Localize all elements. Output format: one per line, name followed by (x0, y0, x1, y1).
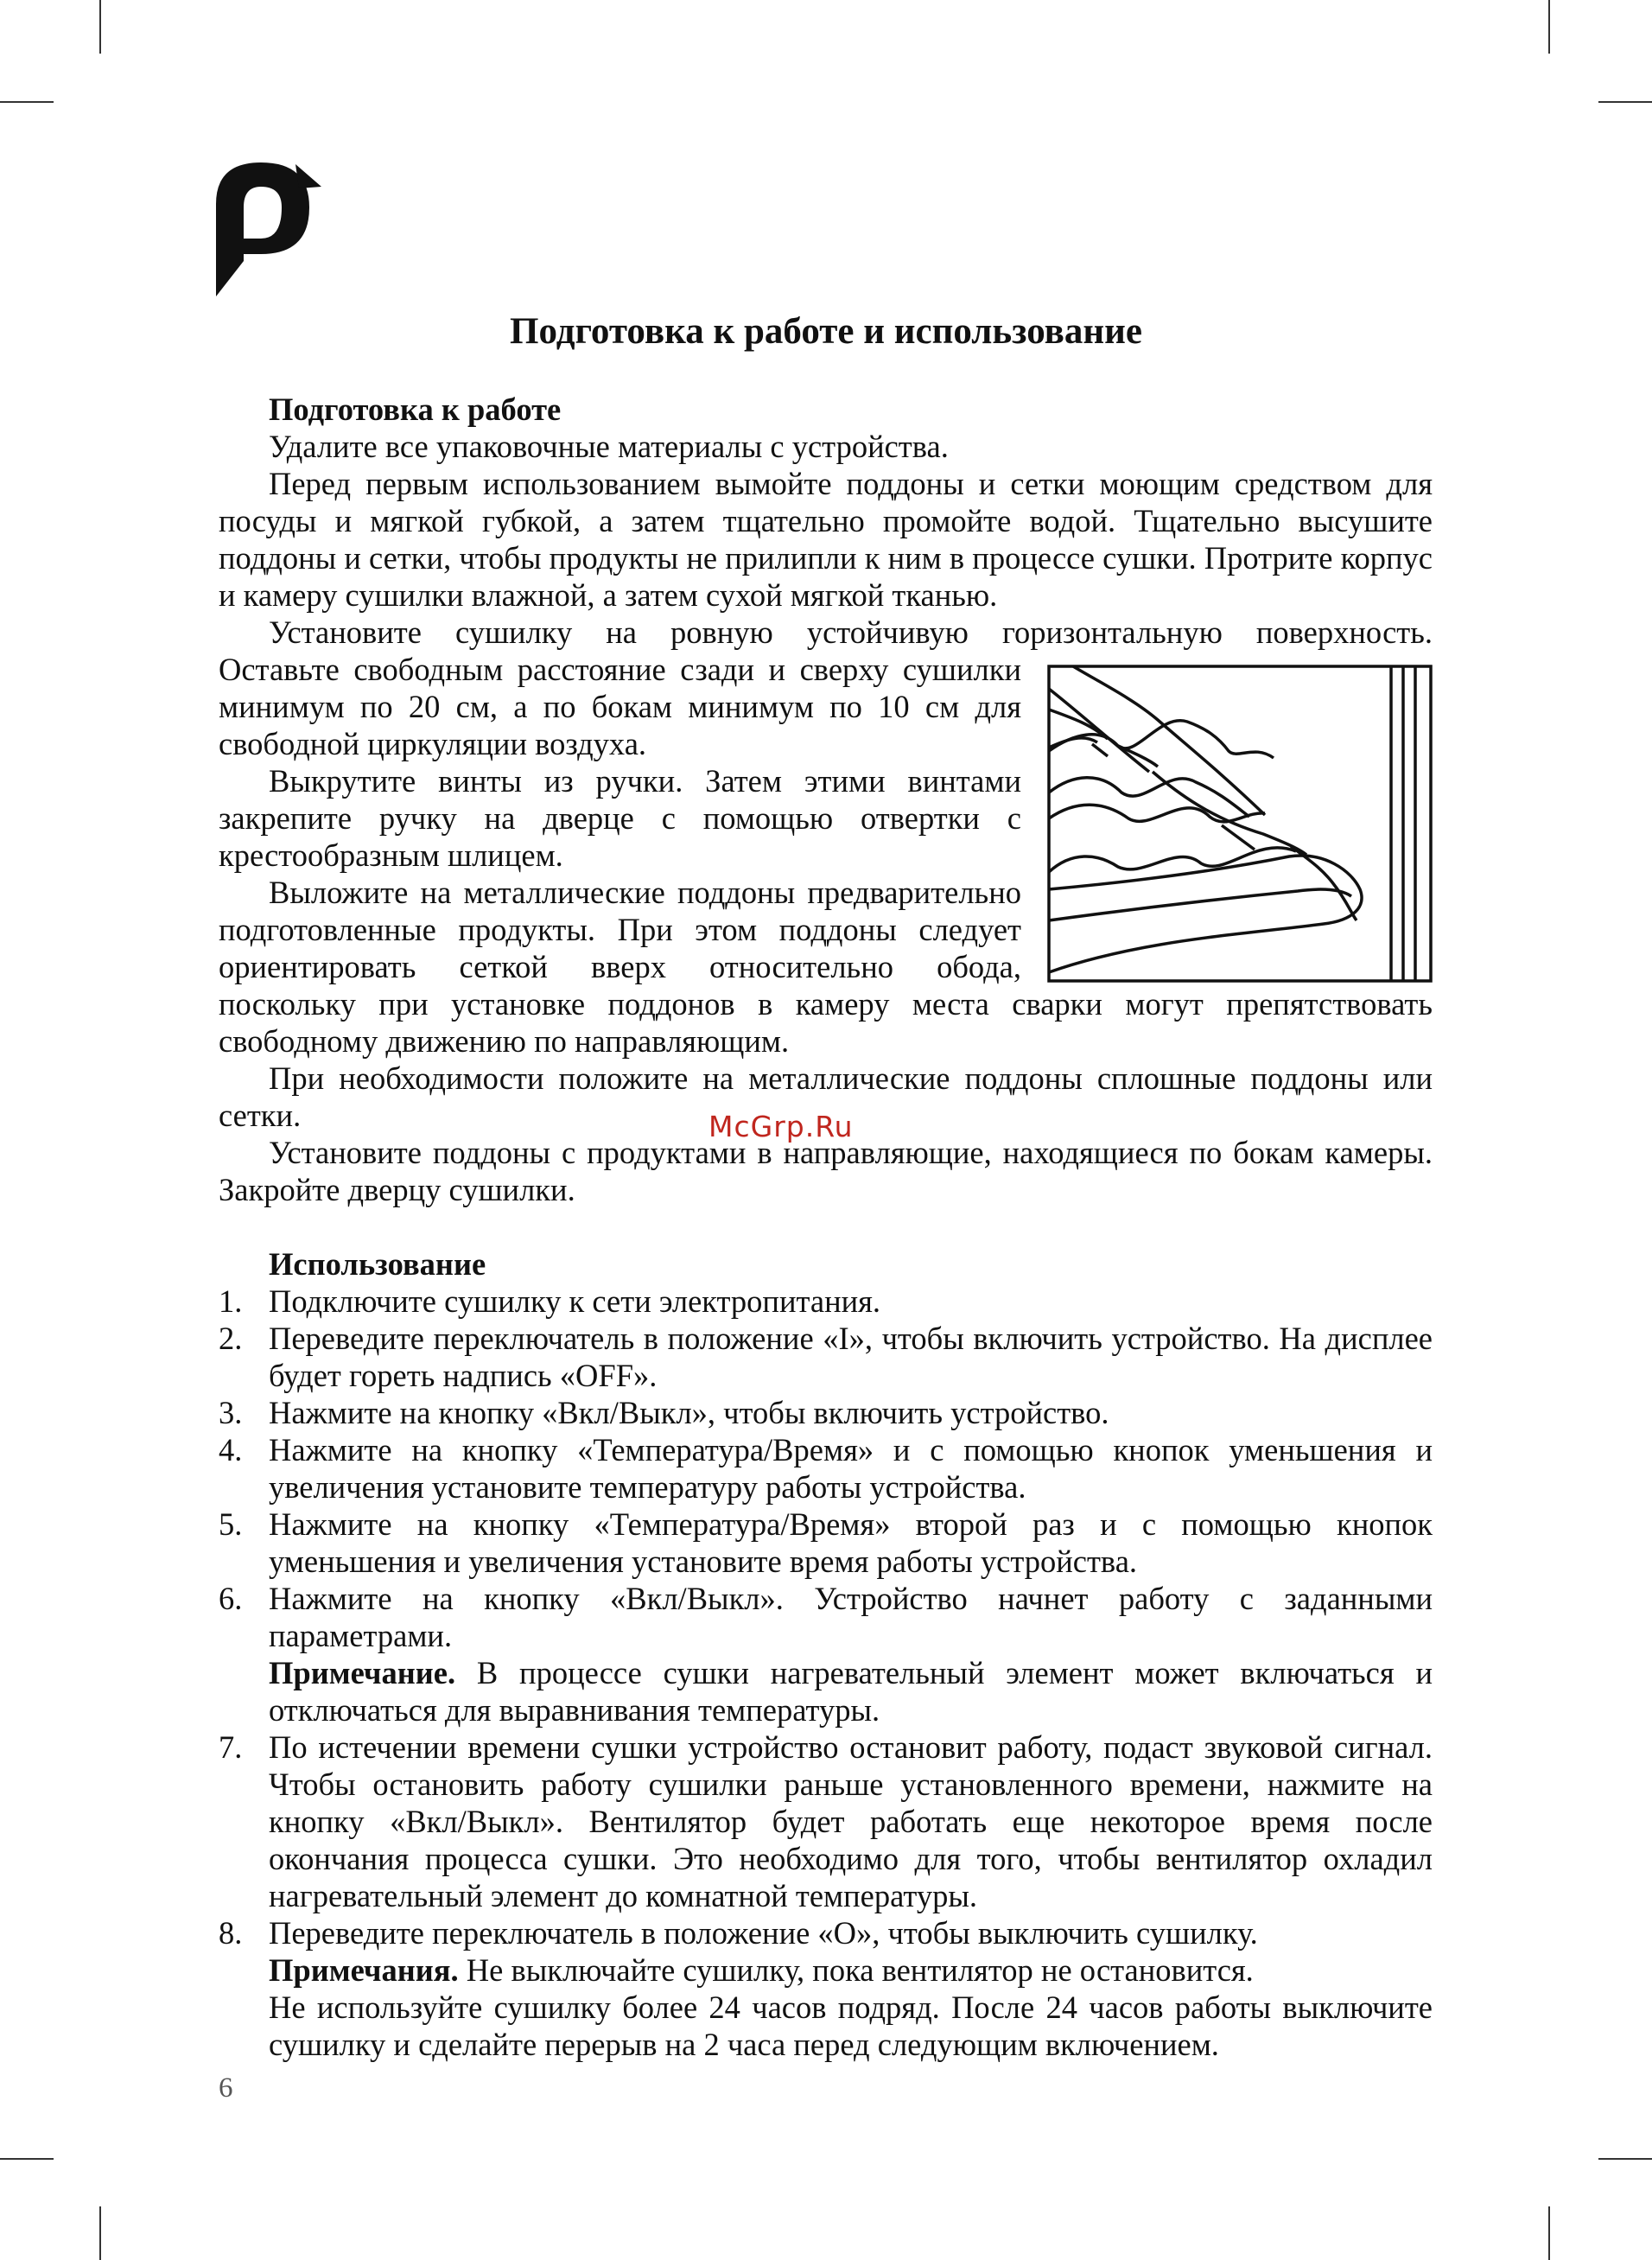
list-item: 1. Подключите сушилку к сети электропитания. (219, 1283, 881, 1319)
crop-mark (99, 0, 101, 54)
section-heading-usage: Использование (269, 1246, 486, 1282)
section-heading-prep: Подготовка к работе (269, 392, 562, 427)
list-item: 5. Нажмите на кнопку «Температура/Время» второй раз и с помощью кнопок уменьшения и увеличения установите время работы устройства. (219, 1506, 1433, 1579)
paragraph: Перед первым использованием вымойте поддоны и сетки моющим средством для посуды и мягкой губкой, а затем тщательно промойте водой. Тщательно высушите поддоны и сетки, чтобы продукты не прилипли к ним в процессе сушки. Протрите корпус и камеру сушилки влажной, а затем сухой мягкой тканью. (219, 466, 1433, 613)
crop-mark (1548, 2206, 1550, 2260)
crop-mark (0, 101, 54, 103)
list-item: 6. Нажмите на кнопку «Вкл/Выкл». Устройство начнет работу с заданными параметрами. Примечание. В процессе сушки нагревательный элемент может включаться и отключаться для выравнивания температуры. (219, 1581, 1433, 1728)
paragraph: Оставьте свободным расстояние сзади и сверху сушилки минимум по 20 см, а по бокам минимум по 10 см для свободной циркуляции воздуха. (219, 652, 1021, 761)
note: Примечание. В процессе сушки нагревательный элемент может включаться и отключаться для выравнивания температуры. (269, 1655, 1433, 1728)
crop-mark (1598, 2158, 1652, 2160)
usage-steps-list (219, 1283, 1433, 2063)
paragraph: Установите сушилку на ровную устойчивую горизонтальную поверхность. (269, 614, 1433, 650)
paragraph: Установите поддоны с продуктами в направляющие, находящиеся по бокам камеры. Закройте дверцу сушилки. (219, 1135, 1433, 1207)
document-body (219, 391, 1433, 2063)
crop-mark (1548, 0, 1550, 54)
list-item: 3. Нажмите на кнопку «Вкл/Выкл», чтобы включить устройство. (219, 1395, 1109, 1430)
note: Примечания. Не выключайте сушилку, пока вентилятор не остановится. (269, 1952, 1254, 1988)
crop-mark (99, 2206, 101, 2260)
list-item: 2. Переведите переключатель в положение «I», чтобы включить устройство. На дисплее будет гореть надпись «OFF». (219, 1321, 1433, 1393)
note: Не используйте сушилку более 24 часов подряд. После 24 часов работы выключите сушилку и сделайте перерыв на 2 часа перед следующим включением. (269, 1989, 1433, 2062)
paragraph: Выкрутите винты из ручки. Затем этими винтами закрепите ручку на дверце с помощью отвертки с крестообразным шлицем. (219, 763, 1021, 873)
paragraph: Выложите на металлические поддоны предварительно подготовленные продукты. При этом поддоны следует ориентировать сеткой вверх относительно обода, поскольку при установке поддонов в камеру места сварки могут препятствовать свободному движению по направляющим. (219, 875, 1433, 1059)
page-title: Подготовка к работе и использование (510, 311, 1142, 352)
page-number: 6 (219, 2072, 233, 2104)
paragraph: Удалите все упаковочные материалы с устройства. (269, 429, 949, 464)
crop-mark (1598, 101, 1652, 103)
brand-logo-icon (216, 162, 321, 296)
paragraph: При необходимости положите на металлические поддоны сплошные поддоны или сетки. (219, 1060, 1433, 1133)
tray-illustration (1047, 665, 1433, 983)
crop-mark (0, 2158, 54, 2160)
list-item: 4. Нажмите на кнопку «Температура/Время» и с помощью кнопок уменьшения и увеличения установите температуру работы устройства. (219, 1432, 1433, 1505)
watermark: McGrp.Ru (708, 1110, 854, 1143)
list-item: 8. Переведите переключатель в положение «O», чтобы выключить сушилку. Примечания. Не выключайте сушилку, пока вентилятор не остановится. Не используйте сушилку более 24 часов подряд. После 24 часов работы выключите сушилку и сделайте перерыв на 2 часа перед следующим включением. (219, 1915, 1433, 2062)
list-item: 7. По истечении времени сушки устройство остановит работу, подаст звуковой сигнал. Чтобы остановить работу сушилки раньше установленного времени, нажмите на кнопку «Вкл/Выкл». Вентилятор будет работать еще некоторое время после окончания процесса сушки. Это необходимо для того, чтобы вентилятор охладил нагревательный элемент до комнатной температуры. (219, 1729, 1433, 1913)
